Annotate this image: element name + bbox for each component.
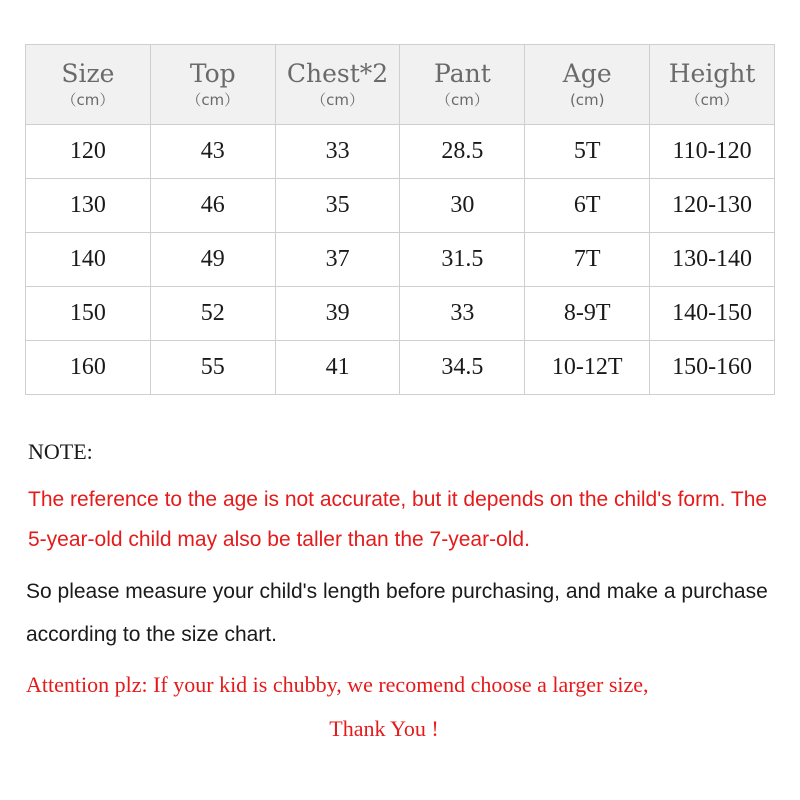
header-unit: （cm） — [311, 90, 364, 109]
table-cell: 41 — [275, 341, 400, 395]
table-cell: 7T — [525, 233, 650, 287]
table-cell: 43 — [150, 125, 275, 179]
header-pant — [400, 45, 525, 125]
table-cell: 120 — [26, 125, 151, 179]
table-row — [26, 341, 775, 395]
header-height — [650, 45, 775, 125]
table-cell: 46 — [150, 179, 275, 233]
header-size — [26, 45, 151, 125]
table-cell: 110-120 — [650, 125, 775, 179]
table-cell: 140 — [26, 233, 151, 287]
size-chart-table — [25, 44, 775, 395]
table-cell: 160 — [26, 341, 151, 395]
table-cell: 120-130 — [650, 179, 775, 233]
table-cell: 30 — [400, 179, 525, 233]
table-cell: 55 — [150, 341, 275, 395]
measure-instruction: So please measure your child's length before purchasing, and make a purchase according to the size chart. — [26, 580, 768, 646]
header-unit: （cm） — [186, 90, 240, 109]
table-cell: 5T — [525, 125, 650, 179]
table-cell: 140-150 — [650, 287, 775, 341]
header-unit: （cm） — [685, 90, 739, 109]
header-chest — [275, 45, 400, 125]
table-cell: 6T — [525, 179, 650, 233]
header-label: Chest*2 — [286, 58, 389, 88]
table-cell: 33 — [400, 287, 525, 341]
attention-note: Attention plz: If your kid is chubby, we recomend choose a larger size, — [26, 672, 649, 697]
table-cell: 8-9T — [525, 287, 650, 341]
table-cell: 35 — [275, 179, 400, 233]
table-cell: 34.5 — [400, 341, 525, 395]
table-cell: 28.5 — [400, 125, 525, 179]
table-row — [26, 233, 775, 287]
header-label: Age — [562, 58, 612, 88]
header-label: Height — [668, 58, 756, 88]
table-cell: 150-160 — [650, 341, 775, 395]
header-unit: (cm) — [569, 90, 605, 109]
table-cell: 37 — [275, 233, 400, 287]
table-row — [26, 287, 775, 341]
table-cell: 52 — [150, 287, 275, 341]
table-header-row — [26, 45, 775, 125]
header-unit: （cm） — [61, 90, 115, 109]
header-age — [525, 45, 650, 125]
header-top — [150, 45, 275, 125]
table-cell: 33 — [275, 125, 400, 179]
table-cell: 31.5 — [400, 233, 525, 287]
table-cell: 130 — [26, 179, 151, 233]
table-cell: 49 — [150, 233, 275, 287]
header-label: Size — [61, 58, 115, 88]
table-cell: 130-140 — [650, 233, 775, 287]
header-label: Top — [189, 58, 236, 88]
table-cell: 10-12T — [525, 341, 650, 395]
table-cell: 39 — [275, 287, 400, 341]
header-label: Pant — [434, 58, 491, 88]
age-disclaimer: The reference to the age is not accurate, but it depends on the child's form. The 5-year-old child may also be taller than the 7-year-old. — [28, 488, 768, 551]
table-cell: 150 — [26, 287, 151, 341]
table-row — [26, 125, 775, 179]
header-unit: （cm） — [435, 90, 489, 109]
note-title: NOTE: — [28, 439, 93, 464]
table-row — [26, 179, 775, 233]
thank-you-text: Thank You ! — [329, 716, 439, 741]
